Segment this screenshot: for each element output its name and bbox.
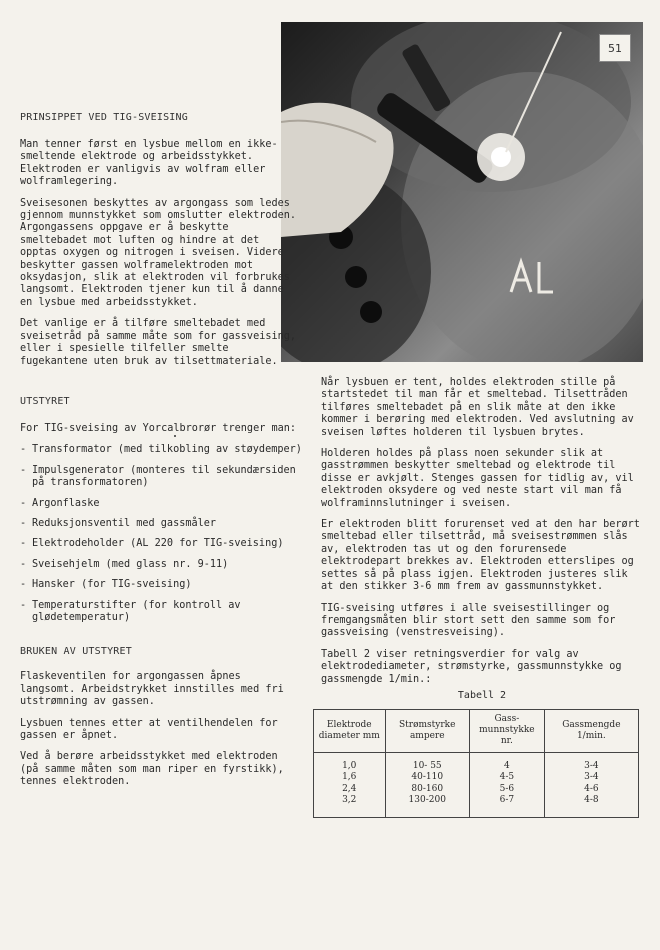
heading-utstyret: UTSTYRET xyxy=(20,395,70,407)
table-header: Strømstyrke ampere xyxy=(385,709,470,752)
heading-bruken: BRUKEN AV UTSTYRET xyxy=(20,646,132,658)
list-item: - Reduksjonsventil med gassmåler xyxy=(20,517,217,529)
list-item: - Impulsgenerator (monteres til sekundærsiden på transformatoren) xyxy=(20,464,296,489)
section-bruken xyxy=(20,646,302,788)
paragraph: Holderen holdes på plass noen sekunder slik at gasstrømmen beskytter smeltebad og elektrode til disse er avkjølt. Stenges gassen for tidlig av, vil elektroden oksydere og ved neste start vil man få wolframinnslutninger i sveisen. xyxy=(321,448,634,509)
table-header: Gassmengde 1/min. xyxy=(544,709,638,752)
list-item: - Temperaturstifter (for kontroll av glødetemperatur) xyxy=(20,599,241,623)
paragraph: Sveisesonen beskyttes av argongass som ledes gjennom munnstykket som omslutter elektroden. Argongassens oppgave er å beskytte smeltebadet mot luften og hindre at det opptas oxygen og nitrogen i sveisen. Videre beskytter gassen wolframelektroden mot oksydasjon, slik at elektroden vil forbrukes langsomt. Elektroden tjener kun til å danne en lysbue med arbeidsstykket. xyxy=(20,197,297,308)
paragraph: Når lysbuen er tent, holdes elektroden stille på startstedet til man får et smeltebad. Tilsettråden tilføres smeltebadet på en slik måte at den ikke kommer i berøring med elektroden. Ved avslutning av sveisen løftes holderen til lysbuen brytes. xyxy=(321,377,634,438)
table-cell: 4 4-5 5-6 6-7 xyxy=(470,752,545,817)
paragraph: Er elektroden blitt forurenset ved at den har berørt smeltebad eller tilsettråd, må sveisestrømmen slås av, elektroden tas ut og den forurensede elektrodepart brekkes av. Elektroden etterslipes og settes så på plass igjen. Elektroden justeres slik at den stikker 3-6 mm frem av gassmunnstykket. xyxy=(321,519,640,593)
welding-photo-illustration xyxy=(281,22,643,362)
paragraph: For TIG-sveising av Yorcalbrorør trenger man: xyxy=(20,422,297,434)
paragraph: Man tenner først en lysbue mellom en ikke-smeltende elektrode og arbeidsstykket. Elektroden er vanligvis av wolfram eller wolframlegering. xyxy=(20,139,278,188)
list-item: - Elektrodeholder (AL 220 for TIG-sveising) xyxy=(20,538,284,550)
left-column xyxy=(20,112,302,798)
table-caption: Tabell 2 xyxy=(457,689,507,701)
list-item: - Sveisehjelm (med glass nr. 9-11) xyxy=(20,558,229,570)
section-utstyret xyxy=(20,396,302,624)
paragraph: Lysbuen tennes etter at ventilhendelen for gassen er åpnet. xyxy=(20,717,278,741)
table-cell: 1,0 1,6 2,4 3,2 xyxy=(314,752,386,817)
list-item: - Transformator (med tilkobling av støydemper) xyxy=(20,444,302,456)
paragraph: TIG-sveising utføres i alle sveisestillinger og fremgangsmåten blir stort sett den samme som for gassveising (venstresveising). xyxy=(321,602,616,639)
paragraph: Ved å berøre arbeidsstykket med elektroden (på samme måten som man riper en fyrstikk), tennes elektroden. xyxy=(20,751,284,788)
welding-photo xyxy=(281,22,643,362)
table-header-row xyxy=(314,709,639,752)
paragraph: Det vanlige er å tilføre smeltebadet med sveisetråd på samme måte som for gassveising, eller i spesielle tilfeller smelte fugekantene uten bruk av tilsettmateriale. xyxy=(20,318,297,367)
table-cell: 10- 55 40-110 80-160 130-200 xyxy=(385,752,470,817)
list-item: - Argonflaske xyxy=(20,497,100,509)
paragraph: Flaskeventilen for argongassen åpnes langsomt. Arbeidstrykket innstilles med fri utstrømning av gassen. xyxy=(20,671,284,708)
data-table xyxy=(313,709,639,818)
stray-mark xyxy=(174,435,176,437)
right-column xyxy=(318,377,643,818)
table-header: Gass- munnstykke nr. xyxy=(470,709,545,752)
list-item: - Hansker (for TIG-sveising) xyxy=(20,579,192,591)
heading-prinsippet: PRINSIPPET VED TIG-SVEISING xyxy=(20,112,188,123)
table-cell: 3-4 3-4 4-6 4-8 xyxy=(544,752,638,817)
equipment-list xyxy=(20,444,302,624)
paragraph: Tabell 2 viser retningsverdier for valg av elektrodediameter, strømstyrke, gassmunnstykke og gassmengde 1/min.: xyxy=(321,648,622,685)
page-number: 51 xyxy=(599,34,631,62)
table-header: Elektrode diameter mm xyxy=(314,709,386,752)
table-row xyxy=(314,752,639,817)
